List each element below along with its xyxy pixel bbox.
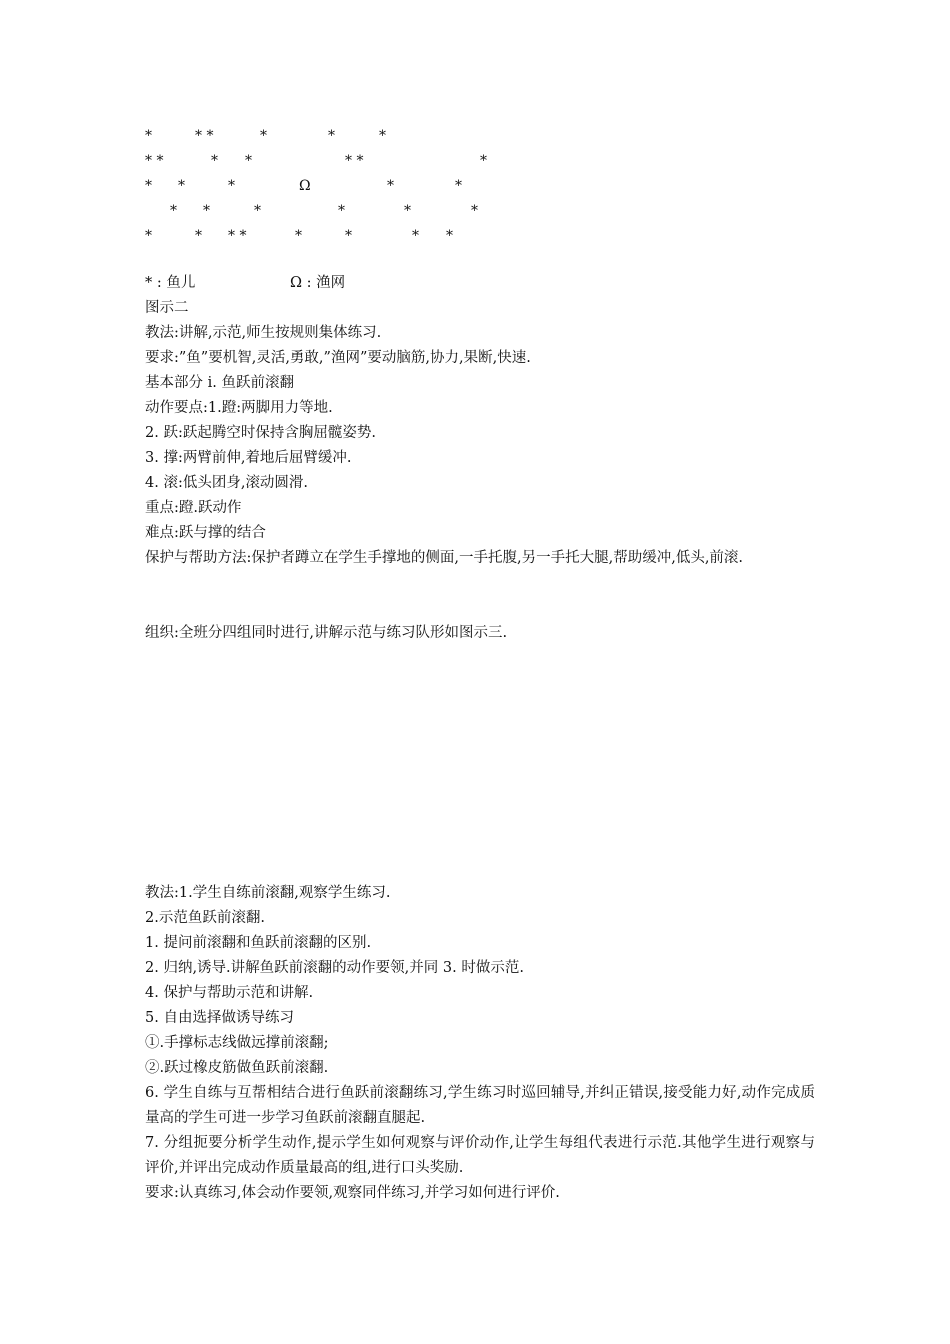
list-item: ②.跃过橡皮筋做鱼跃前滚翻.	[145, 1060, 329, 1076]
fish-marker: *	[228, 178, 235, 194]
fish-marker: *	[455, 178, 462, 194]
fish-marker: *	[203, 203, 210, 219]
legend-fish: * : 鱼儿	[145, 275, 196, 291]
fish-marker: *	[446, 228, 453, 244]
teaching-method: 教法:讲解,示范,师生按规则集体练习.	[145, 325, 382, 341]
net-marker: Ω	[299, 178, 311, 194]
difficulty-point: 难点:跃与撑的结合	[145, 525, 266, 541]
fish-marker: *	[412, 228, 419, 244]
fish-marker: *	[328, 128, 335, 144]
key-point-item: 4. 滚:低头团身,滚动圆滑.	[145, 475, 309, 491]
fish-marker: *	[145, 228, 152, 244]
fish-marker: *	[254, 203, 261, 219]
organization: 组织:全班分四组同时进行,讲解示范与练习队形如图示三.	[145, 625, 508, 641]
fish-marker: *	[145, 178, 152, 194]
list-item: 7. 分组扼要分析学生动作,提示学生如何观察与评价动作,让学生每组代表进行示范.其他学生进行观察与评价,并评出完成动作质量最高的组,进行口头奖励.	[145, 1135, 815, 1176]
fish-marker: *	[195, 228, 202, 244]
formation-diagram	[0, 0, 950, 260]
list-item: 6. 学生自练与互帮相结合进行鱼跃前滚翻练习,学生练习时巡回辅导,并纠正错误,接受能力好,动作完成质量高的学生可进一步学习鱼跃前滚翻直腿起.	[145, 1085, 815, 1126]
legend-net: Ω : 渔网	[290, 275, 346, 291]
fish-marker: * *	[195, 128, 214, 144]
fish-marker: *	[387, 178, 394, 194]
key-point-item: 3. 撑:两臂前伸,着地后屈臂缓冲.	[145, 450, 352, 466]
list-item: 4. 保护与帮助示范和讲解.	[145, 985, 314, 1001]
protection-method: 保护与帮助方法:保护者蹲立在学生手撑地的侧面,一手托腹,另一手托大腿,帮助缓冲,低头,前滚.	[145, 550, 744, 566]
fish-marker: * *	[228, 228, 247, 244]
fish-marker: *	[480, 153, 487, 169]
figure-caption: 图示二	[145, 300, 189, 316]
fish-marker: *	[471, 203, 478, 219]
focus-point: 重点:蹬.跃动作	[145, 500, 242, 516]
key-point-item: 2. 跃:跃起腾空时保持含胸屈髋姿势.	[145, 425, 376, 441]
fish-marker: *	[345, 228, 352, 244]
fish-marker: * *	[345, 153, 364, 169]
list-item: 2.示范鱼跃前滚翻.	[145, 910, 265, 926]
requirements: 要求:认真练习,体会动作要领,观察同伴练习,并学习如何进行评价.	[145, 1185, 560, 1201]
list-item: 5. 自由选择做诱导练习	[145, 1010, 294, 1026]
fish-marker: *	[145, 128, 152, 144]
fish-marker: *	[338, 203, 345, 219]
fish-marker: *	[170, 203, 177, 219]
fish-marker: *	[260, 128, 267, 144]
list-item: 2. 归纳,诱导.讲解鱼跃前滚翻的动作要领,并同 3. 时做示范.	[145, 960, 524, 976]
list-item: 1. 提问前滚翻和鱼跃前滚翻的区别.	[145, 935, 372, 951]
requirements: 要求:”鱼”要机智,灵活,勇敢,”渔网”要动脑筋,协力,果断,快速.	[145, 350, 531, 366]
fish-marker: *	[245, 153, 252, 169]
fish-marker: *	[295, 228, 302, 244]
fish-marker: *	[404, 203, 411, 219]
fish-marker: *	[211, 153, 218, 169]
key-points: 动作要点:1.蹬:两脚用力等地.	[145, 400, 333, 416]
list-item: ①.手撑标志线做远撑前滚翻;	[145, 1035, 329, 1051]
fish-marker: *	[178, 178, 185, 194]
teaching-method: 教法:1.学生自练前滚翻,观察学生练习.	[145, 885, 391, 901]
section-heading: 基本部分 i. 鱼跃前滚翻	[145, 375, 294, 391]
fish-marker: *	[379, 128, 386, 144]
fish-marker: * *	[145, 153, 164, 169]
